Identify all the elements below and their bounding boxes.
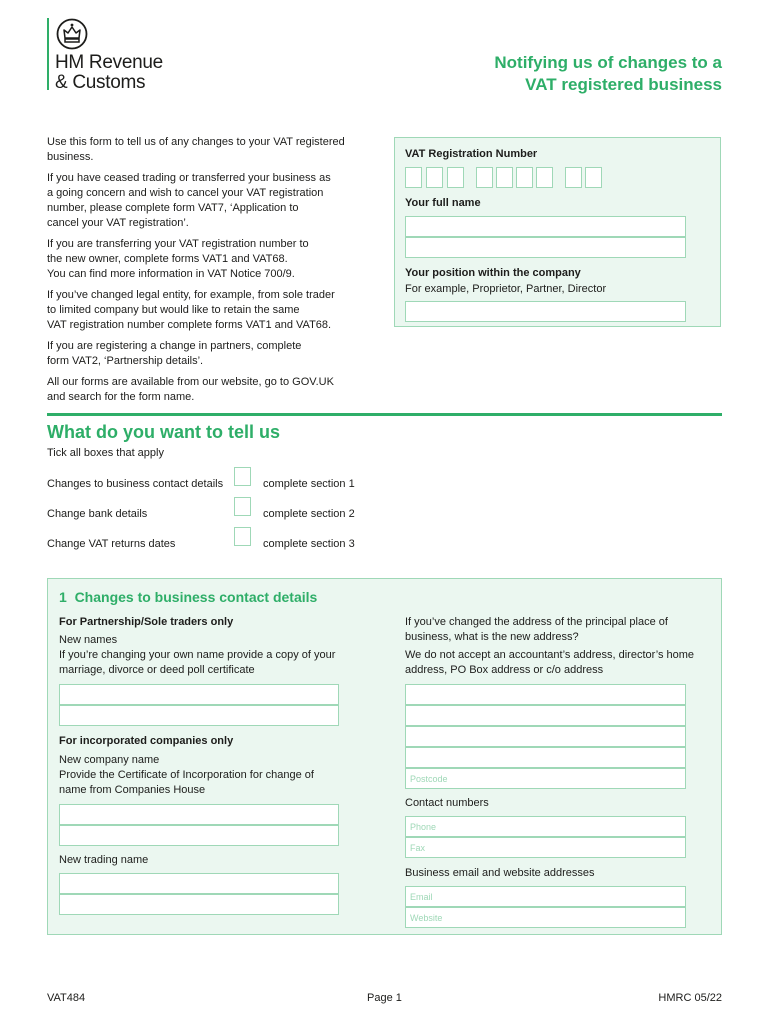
address-note: We do not accept an accountant’s address, director’s home address, PO Box address or c/o address (405, 649, 695, 676)
vat-digit-input[interactable] (585, 167, 602, 188)
incorporated-label: For incorporated companies only (59, 735, 234, 747)
company-name-input-line1[interactable] (59, 804, 339, 825)
full-name-input-line1[interactable] (405, 216, 686, 237)
intro-text (47, 135, 382, 411)
address-question: If you’ve changed the address of the principal place of business, what is the new address? (405, 616, 668, 643)
address-input-line3[interactable] (405, 726, 686, 747)
contact-numbers-label: Contact numbers (405, 797, 489, 809)
vat-number-label: VAT Registration Number (405, 148, 538, 160)
vat-digit-input[interactable] (565, 167, 582, 188)
intro-paragraph: If you’ve changed legal entity, for example, from sole trader to limited company but would like to retain the same VAT registration number complete forms VAT1 and VAT68. (47, 289, 335, 331)
section-divider (47, 413, 722, 416)
company-name-input-line2[interactable] (59, 825, 339, 846)
option-label: Changes to business contact details (47, 478, 224, 490)
company-name-hint: Provide the Certificate of Incorporation for change of name from Companies House (59, 769, 314, 796)
website-placeholder: Website (410, 913, 443, 923)
option-action: complete section 2 (263, 508, 355, 520)
intro-paragraph: If you have ceased trading or transferred your business as a going concern and wish to cancel your VAT registration number, please complete form VAT7, ‘Application to cancel your VAT registration’. (47, 172, 331, 229)
intro-paragraph: If you are transferring your VAT registration number to the new owner, complete forms VAT1 and VAT68. You can find more information in VAT Notice 700/9. (47, 238, 309, 280)
trading-name-label: New trading name (59, 854, 149, 866)
intro-paragraph: If you are registering a change in partners, complete form VAT2, ‘Partnership details’. (47, 340, 302, 367)
address-input-line2[interactable] (405, 705, 686, 726)
postcode-input[interactable] (405, 768, 686, 789)
form-code: VAT484 (47, 992, 86, 1004)
intro-paragraph: All our forms are available from our website, go to GOV.UK and search for the form name. (47, 376, 334, 403)
full-name-input-line2[interactable] (405, 237, 686, 258)
address-input-line4[interactable] (405, 747, 686, 768)
option-label: Change VAT returns dates (47, 538, 176, 550)
form-version: HMRC 05/22 (658, 992, 722, 1004)
option-checkbox-section-1[interactable] (234, 467, 251, 486)
fax-input[interactable] (405, 837, 686, 858)
position-input[interactable] (405, 301, 686, 322)
website-input[interactable] (405, 907, 686, 928)
company-name-label: New company name (59, 754, 160, 766)
email-website-label: Business email and website addresses (405, 867, 595, 879)
option-checkbox-section-2[interactable] (234, 497, 251, 516)
crown-crest-icon (56, 18, 88, 50)
trading-name-input-line1[interactable] (59, 873, 339, 894)
vat-digit-input[interactable] (516, 167, 533, 188)
address-input-line1[interactable] (405, 684, 686, 705)
organisation-name: HM Revenue & Customs (55, 52, 163, 93)
phone-placeholder: Phone (410, 822, 437, 832)
form-title: Notifying us of changes to a VAT registered business (494, 53, 722, 94)
vat-digit-input[interactable] (476, 167, 493, 188)
vat-digit-input[interactable] (496, 167, 513, 188)
page-number: Page 1 (367, 992, 402, 1004)
option-checkbox-section-3[interactable] (234, 527, 251, 546)
vat-digit-input[interactable] (536, 167, 553, 188)
what-hint: Tick all boxes that apply (47, 447, 164, 459)
intro-paragraph: Use this form to tell us of any changes to your VAT registered business. (47, 136, 345, 163)
phone-input[interactable] (405, 816, 686, 837)
vat-digit-input[interactable] (405, 167, 422, 188)
postcode-placeholder: Postcode (410, 774, 448, 784)
email-input[interactable] (405, 886, 686, 907)
email-placeholder: Email (410, 892, 433, 902)
what-heading: What do you want to tell us (47, 422, 280, 442)
partnership-label: For Partnership/Sole traders only (59, 616, 234, 628)
position-label: Your position within the company (405, 267, 581, 279)
option-action: complete section 3 (263, 538, 355, 550)
vat-digit-input[interactable] (447, 167, 464, 188)
logo-bar (47, 18, 49, 90)
full-name-label: Your full name (405, 197, 481, 209)
new-names-input-line2[interactable] (59, 705, 339, 726)
vat-digit-input[interactable] (426, 167, 443, 188)
position-hint: For example, Proprietor, Partner, Director (405, 283, 607, 295)
new-names-input-line1[interactable] (59, 684, 339, 705)
section-1-title: 1 Changes to business contact details (59, 589, 318, 605)
option-action: complete section 1 (263, 478, 355, 490)
option-label: Change bank details (47, 508, 148, 520)
new-names-label: New names (59, 634, 118, 646)
fax-placeholder: Fax (410, 843, 426, 853)
new-names-hint: If you’re changing your own name provide a copy of your marriage, divorce or deed poll certificate (59, 649, 336, 676)
trading-name-input-line2[interactable] (59, 894, 339, 915)
